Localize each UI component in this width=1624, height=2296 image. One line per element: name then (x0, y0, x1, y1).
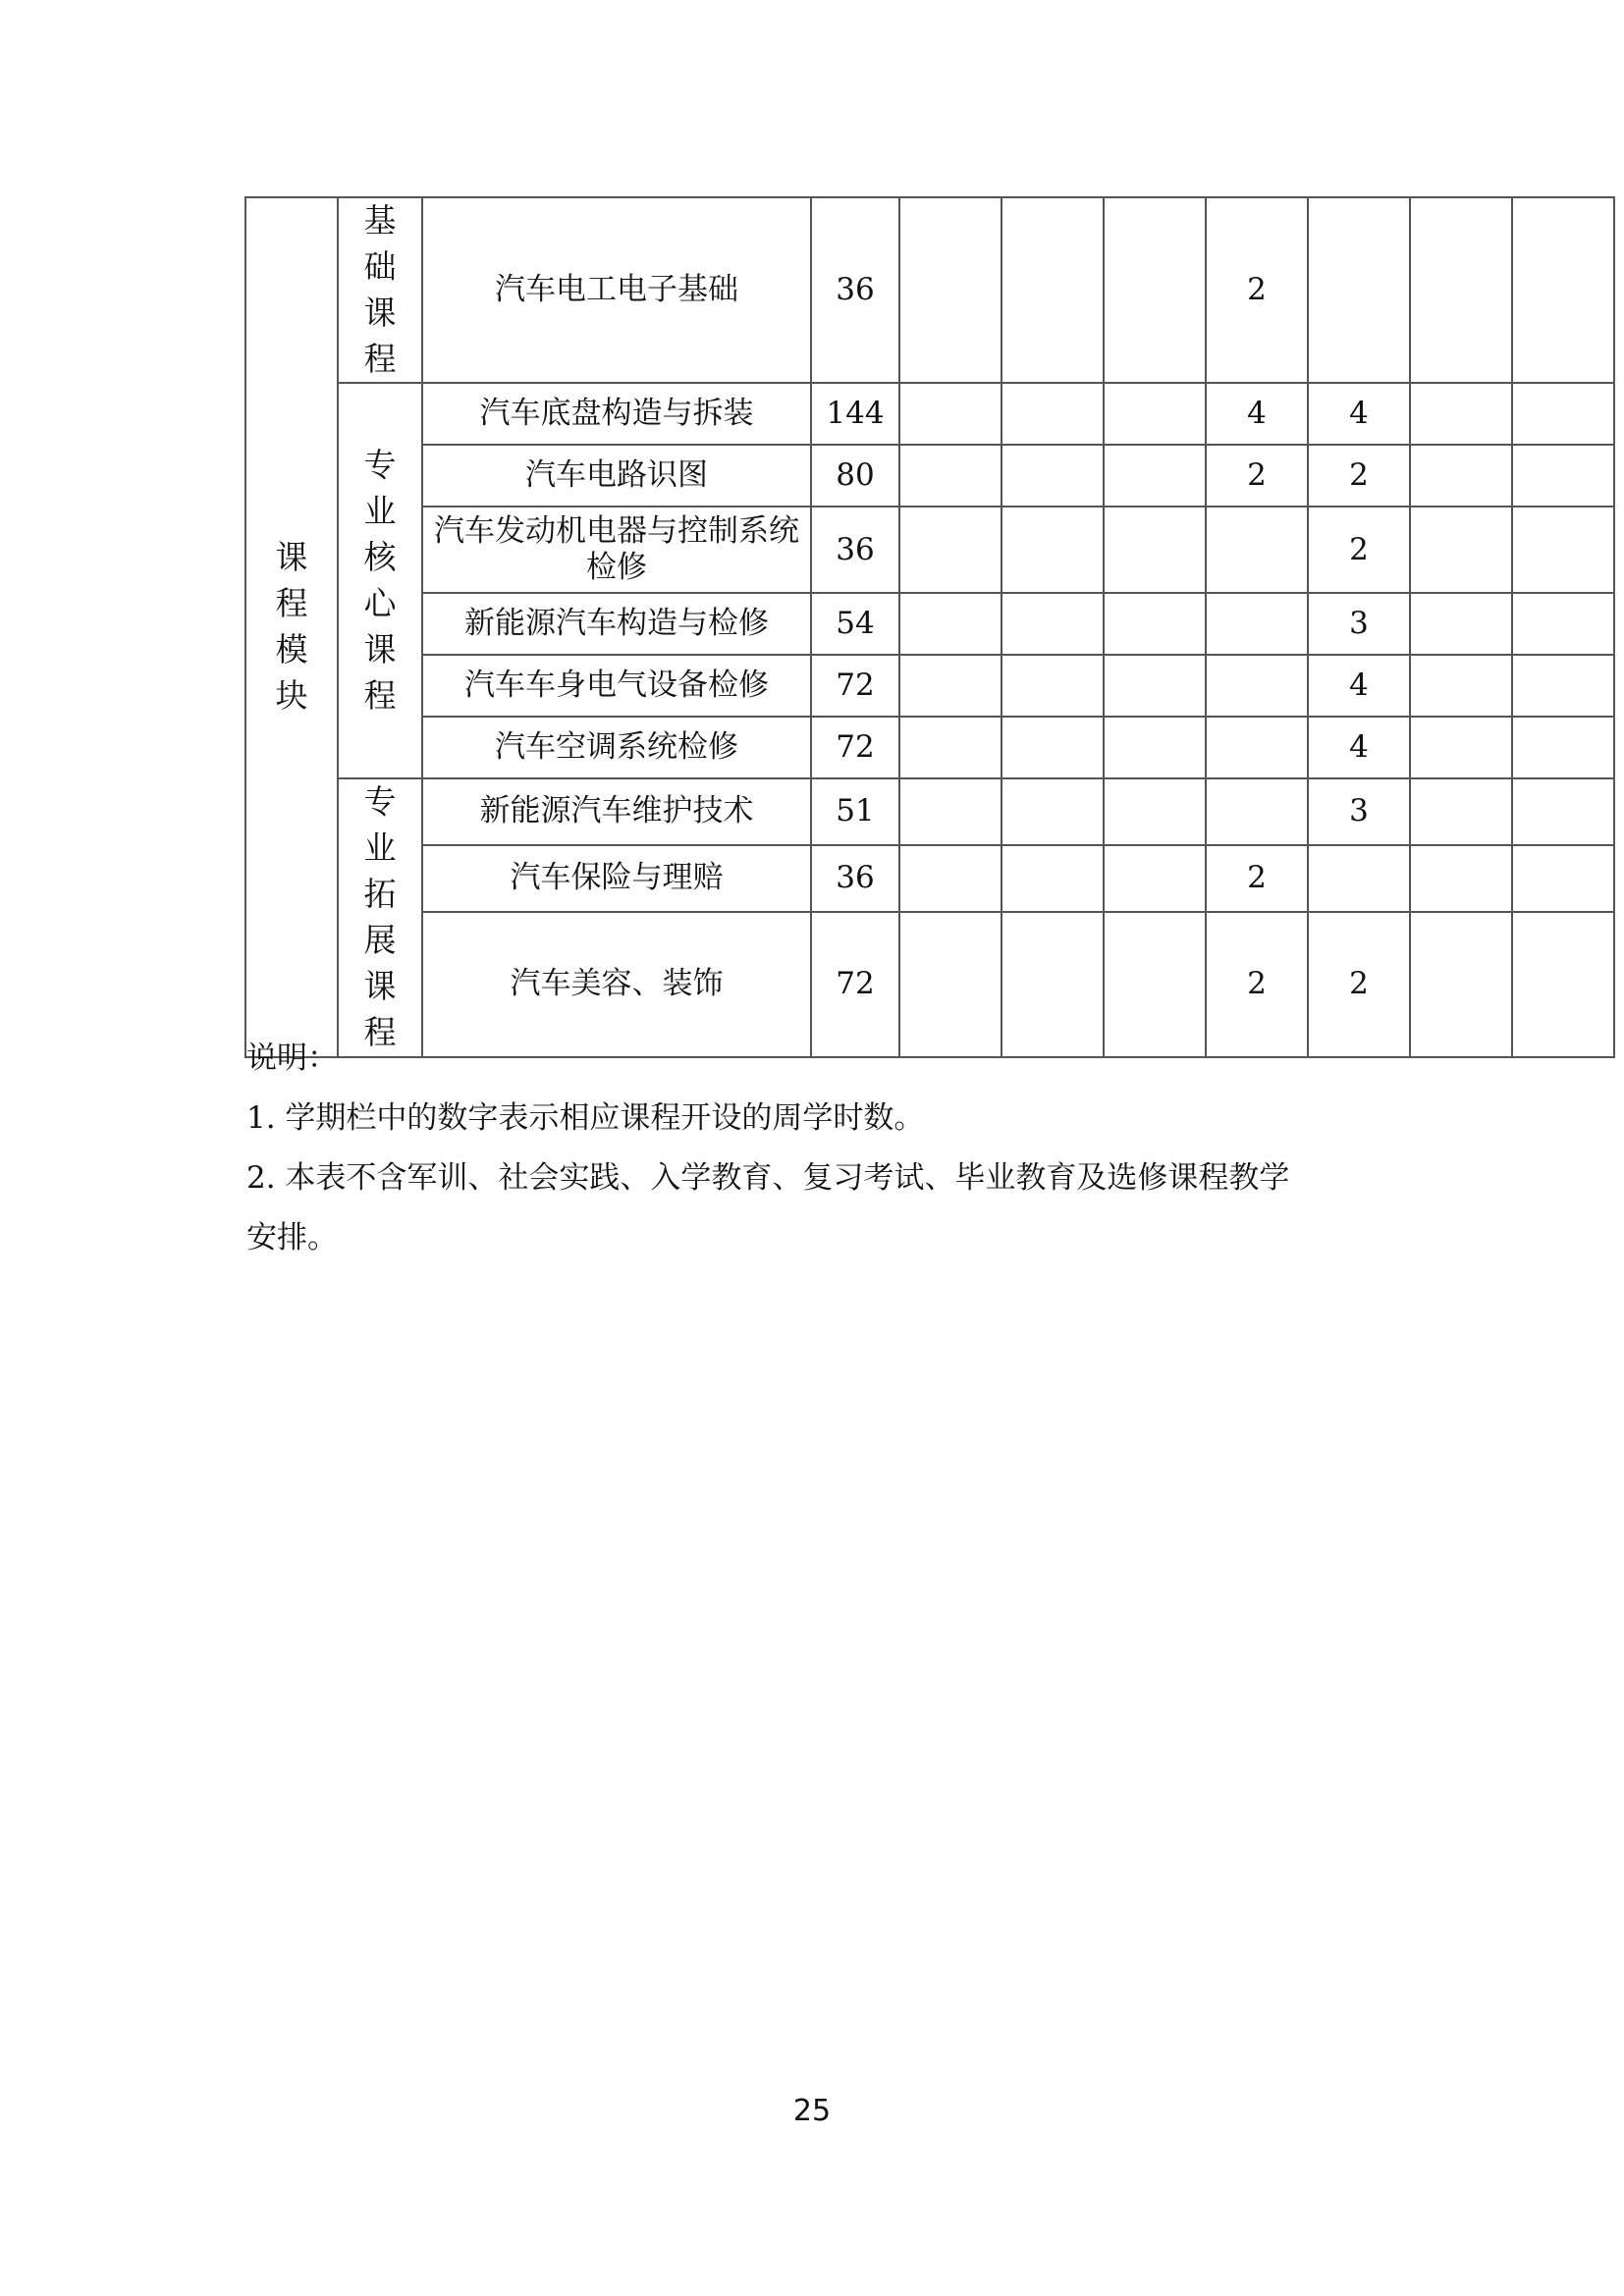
term-cell: 2 (1206, 445, 1308, 507)
curriculum-table (244, 196, 1615, 1058)
course-hours: 72 (811, 912, 899, 1057)
term-cell: 2 (1206, 197, 1308, 383)
table-row (245, 717, 1614, 778)
term-cell (1001, 845, 1104, 912)
term-cell (1512, 197, 1614, 383)
term-cell (1512, 717, 1614, 778)
term-cell (899, 778, 1001, 845)
course-name: 汽车保险与理赔 (422, 845, 811, 912)
group-label: 专业拓展课程 (363, 782, 397, 1051)
term-cell (1512, 845, 1614, 912)
note-item: 1. 学期栏中的数字表示相应课程开设的周学时数。 (246, 1100, 925, 1136)
term-cell (1512, 445, 1614, 507)
course-hours: 144 (811, 383, 899, 445)
term-cell (899, 507, 1001, 593)
term-cell (1001, 593, 1104, 655)
table-row (245, 655, 1614, 717)
term-cell (1001, 717, 1104, 778)
course-hours: 72 (811, 717, 899, 778)
term-cell (1104, 845, 1206, 912)
course-hours: 36 (811, 507, 899, 593)
term-cell (1104, 507, 1206, 593)
table-row (245, 197, 1614, 383)
term-cell: 2 (1206, 845, 1308, 912)
term-cell: 2 (1308, 507, 1410, 593)
term-cell (1410, 778, 1512, 845)
course-name: 新能源汽车维护技术 (422, 778, 811, 845)
term-cell (1512, 383, 1614, 445)
term-cell: 2 (1308, 445, 1410, 507)
term-cell (1512, 912, 1614, 1057)
notes-heading: 说明： (246, 1041, 338, 1076)
notes (246, 1029, 1523, 1268)
term-cell (1001, 445, 1104, 507)
term-cell (1410, 845, 1512, 912)
course-hours: 36 (811, 845, 899, 912)
course-name: 汽车电工电子基础 (422, 197, 811, 383)
course-name: 汽车车身电气设备检修 (422, 655, 811, 717)
course-hours: 54 (811, 593, 899, 655)
term-cell (899, 383, 1001, 445)
table-row (245, 383, 1614, 445)
term-cell (1308, 197, 1410, 383)
term-cell: 4 (1308, 655, 1410, 717)
term-cell (1104, 593, 1206, 655)
course-name: 汽车底盘构造与拆装 (422, 383, 811, 445)
term-cell (1001, 507, 1104, 593)
term-cell (899, 717, 1001, 778)
term-cell (1104, 778, 1206, 845)
term-cell (1206, 778, 1308, 845)
table-row (245, 778, 1614, 845)
course-name: 汽车电路识图 (422, 445, 811, 507)
term-cell (899, 593, 1001, 655)
group-cell (338, 383, 422, 778)
module-label: 课程模块 (275, 538, 308, 715)
term-cell (899, 845, 1001, 912)
term-cell (1206, 655, 1308, 717)
course-name: 汽车美容、装饰 (422, 912, 811, 1057)
course-hours: 36 (811, 197, 899, 383)
term-cell (1206, 593, 1308, 655)
table-body (245, 197, 1614, 1057)
term-cell (1104, 717, 1206, 778)
term-cell (1001, 383, 1104, 445)
table-row (245, 593, 1614, 655)
term-cell (899, 655, 1001, 717)
term-cell (1104, 197, 1206, 383)
term-cell (1410, 593, 1512, 655)
term-cell (1410, 655, 1512, 717)
term-cell: 4 (1308, 383, 1410, 445)
term-cell (1410, 717, 1512, 778)
group-cell (338, 197, 422, 383)
term-cell (1410, 445, 1512, 507)
note-item: 2. 本表不含军训、社会实践、入学教育、复习考试、毕业教育及选修课程教学 (246, 1160, 1290, 1196)
term-cell (1308, 845, 1410, 912)
course-name: 汽车空调系统检修 (422, 717, 811, 778)
term-cell (1104, 655, 1206, 717)
table-row (245, 845, 1614, 912)
term-cell (1512, 655, 1614, 717)
note-item: 安排。 (246, 1220, 338, 1255)
term-cell (1512, 507, 1614, 593)
term-cell: 2 (1206, 912, 1308, 1057)
term-cell: 3 (1308, 593, 1410, 655)
term-cell (1104, 383, 1206, 445)
term-cell: 4 (1206, 383, 1308, 445)
group-label: 专业核心课程 (363, 446, 397, 715)
course-hours: 51 (811, 778, 899, 845)
term-cell (899, 197, 1001, 383)
term-cell (1001, 197, 1104, 383)
term-cell: 4 (1308, 717, 1410, 778)
term-cell (1410, 197, 1512, 383)
group-label: 基础课程 (363, 201, 397, 378)
term-cell (1001, 778, 1104, 845)
term-cell (1512, 778, 1614, 845)
term-cell (1104, 445, 1206, 507)
term-cell (1206, 717, 1308, 778)
term-cell: 3 (1308, 778, 1410, 845)
term-cell (1001, 655, 1104, 717)
table-row (245, 445, 1614, 507)
page-number: 25 (792, 2094, 832, 2128)
course-hours: 80 (811, 445, 899, 507)
course-name: 汽车发动机电器与控制系统检修 (422, 507, 811, 593)
term-cell (899, 445, 1001, 507)
group-cell (338, 778, 422, 1056)
term-cell (1206, 507, 1308, 593)
term-cell (1410, 383, 1512, 445)
module-cell (245, 197, 338, 1057)
term-cell: 2 (1308, 912, 1410, 1057)
course-hours: 72 (811, 655, 899, 717)
table-row (245, 507, 1614, 593)
term-cell (1512, 593, 1614, 655)
course-name: 新能源汽车构造与检修 (422, 593, 811, 655)
term-cell (1410, 507, 1512, 593)
